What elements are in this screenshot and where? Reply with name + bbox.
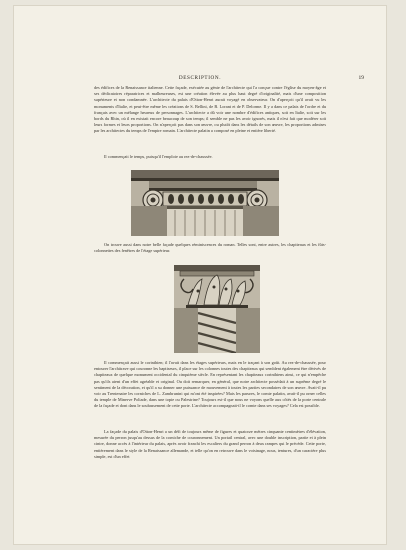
corinthian-capital-engraving xyxy=(174,265,260,353)
ionic-capital-figure xyxy=(131,170,279,236)
text-block-intro xyxy=(94,85,326,135)
text-block-corinthian xyxy=(94,360,326,410)
text-block-facade xyxy=(94,429,326,460)
paragraph: Il commençait le temps, puisqu'il l'emploie au rez-de-chaussée. xyxy=(104,154,213,159)
page-header xyxy=(14,75,386,85)
corinthian-capital-figure xyxy=(174,265,260,353)
paragraph: La façade du palais d'Otton-Henri a un défi de toujours même de figures et quatorze mètres cinquante centimètres d'élévation, mesurée du perron jusqu'au dessus de la corniche de couronnement. Un portail central, avec une double inscription, partie et à plein cintre, donne accès à l'intérieur du palais, après avoir franchi les escaliers du grand perron à deux rampes qui le précède. Cette porte, entièrement dans le style de la Renaissance allemande, et telle qu'on en retrouve dans le voisinage, nous, tentures, d'un caractère plus simple, est d'un effet xyxy=(94,429,326,459)
paragraph: des édifices de la Renaissance italienne. Cette façade, exécutée au génie de l'architecte qui l'a conçue contre l'église du moyen-âge et ses dédicatoires réparatrices et malheureuses, est une création élevée au plus haut degré d'originalité, mais d'une composition supérieure et non condamnée. L'architecte du palais d'Otton-Henri aurait voyagé en observateur. On d'aperçoit qu'il avait vu les monuments d'Italie, et peut-être même les créations de S. Bellini, de B. Lorant et de P. Delorme. Il y a dans ce palais de l'ordre et du français avec un mélange heureux de personnages. L'architecte a dû voir une nombre d'édifices antiques, soit en Italie, soit sur les bords du Rhin, où il en existait encore beaucoup de son temps; il semble ne pas les avoir ignorés, mais il n'est fait que modérer soit leurs formes et leurs proportions. On n'aperçoit pas dans son œuvre, ou plutôt dans les détails de son œuvre, les proportions admises par les architectes du temps de l'empire romain. L'architecte palatin a composé en pleine et entière liberté. xyxy=(94,85,326,134)
paragraph: On trouve aussi dans notre belle façade quelques réminiscences du roman. Telles sont, entre autres, les chapiteaux et les fûts-colonnettes des fenêtres de l'étage supérieur. xyxy=(94,242,326,254)
text-block-caption-ionic xyxy=(94,154,326,160)
page-number: 19 xyxy=(358,75,364,81)
book-page xyxy=(14,6,386,544)
running-title: DESCRIPTION. xyxy=(178,75,222,81)
paragraph: Il commençait aussi le corinthien; il l'avait dans les étages supérieurs, mais en le traçant à son goût. Au rez-de-chaussée, pour entourer l'architrave qui couronne les baptiseurs, il place sur les colonnes toutes des chapiteaux qui semblent également être dérivés de chapiteaux de quelque monument occidental du cinquième siècle. En représentant les chapiteaux corinthiens ainsi, ce qui n'empêche pas qu'ils aient d'un effet agréable et original. Ou doit remarquer, en général, que notre architecte possédait à un suprême degré le sentiment de la décoration, et qu'il a su donner une puissance de mouvement à toutes les parties secondaires de son œuvre. Avait-il pu voir au Trentenaire les corniches de L. Zambrunini qui m'ont été inspirées? Mais les parures, le comte palatin, avait-il pu orner celles du temple de Minerve Poliade, dans une topie ou Palestrine? Toujours est-il que nous ne voyons quelle aux côtés de la porte centrale de la façade et dont dans le soubassement de cette porte. L'architecte accompagnait-il le comte dans ses voyages? Cela est possible. xyxy=(94,360,326,409)
text-block-caption-corinthian xyxy=(94,242,326,254)
ionic-capital-engraving xyxy=(131,170,279,236)
